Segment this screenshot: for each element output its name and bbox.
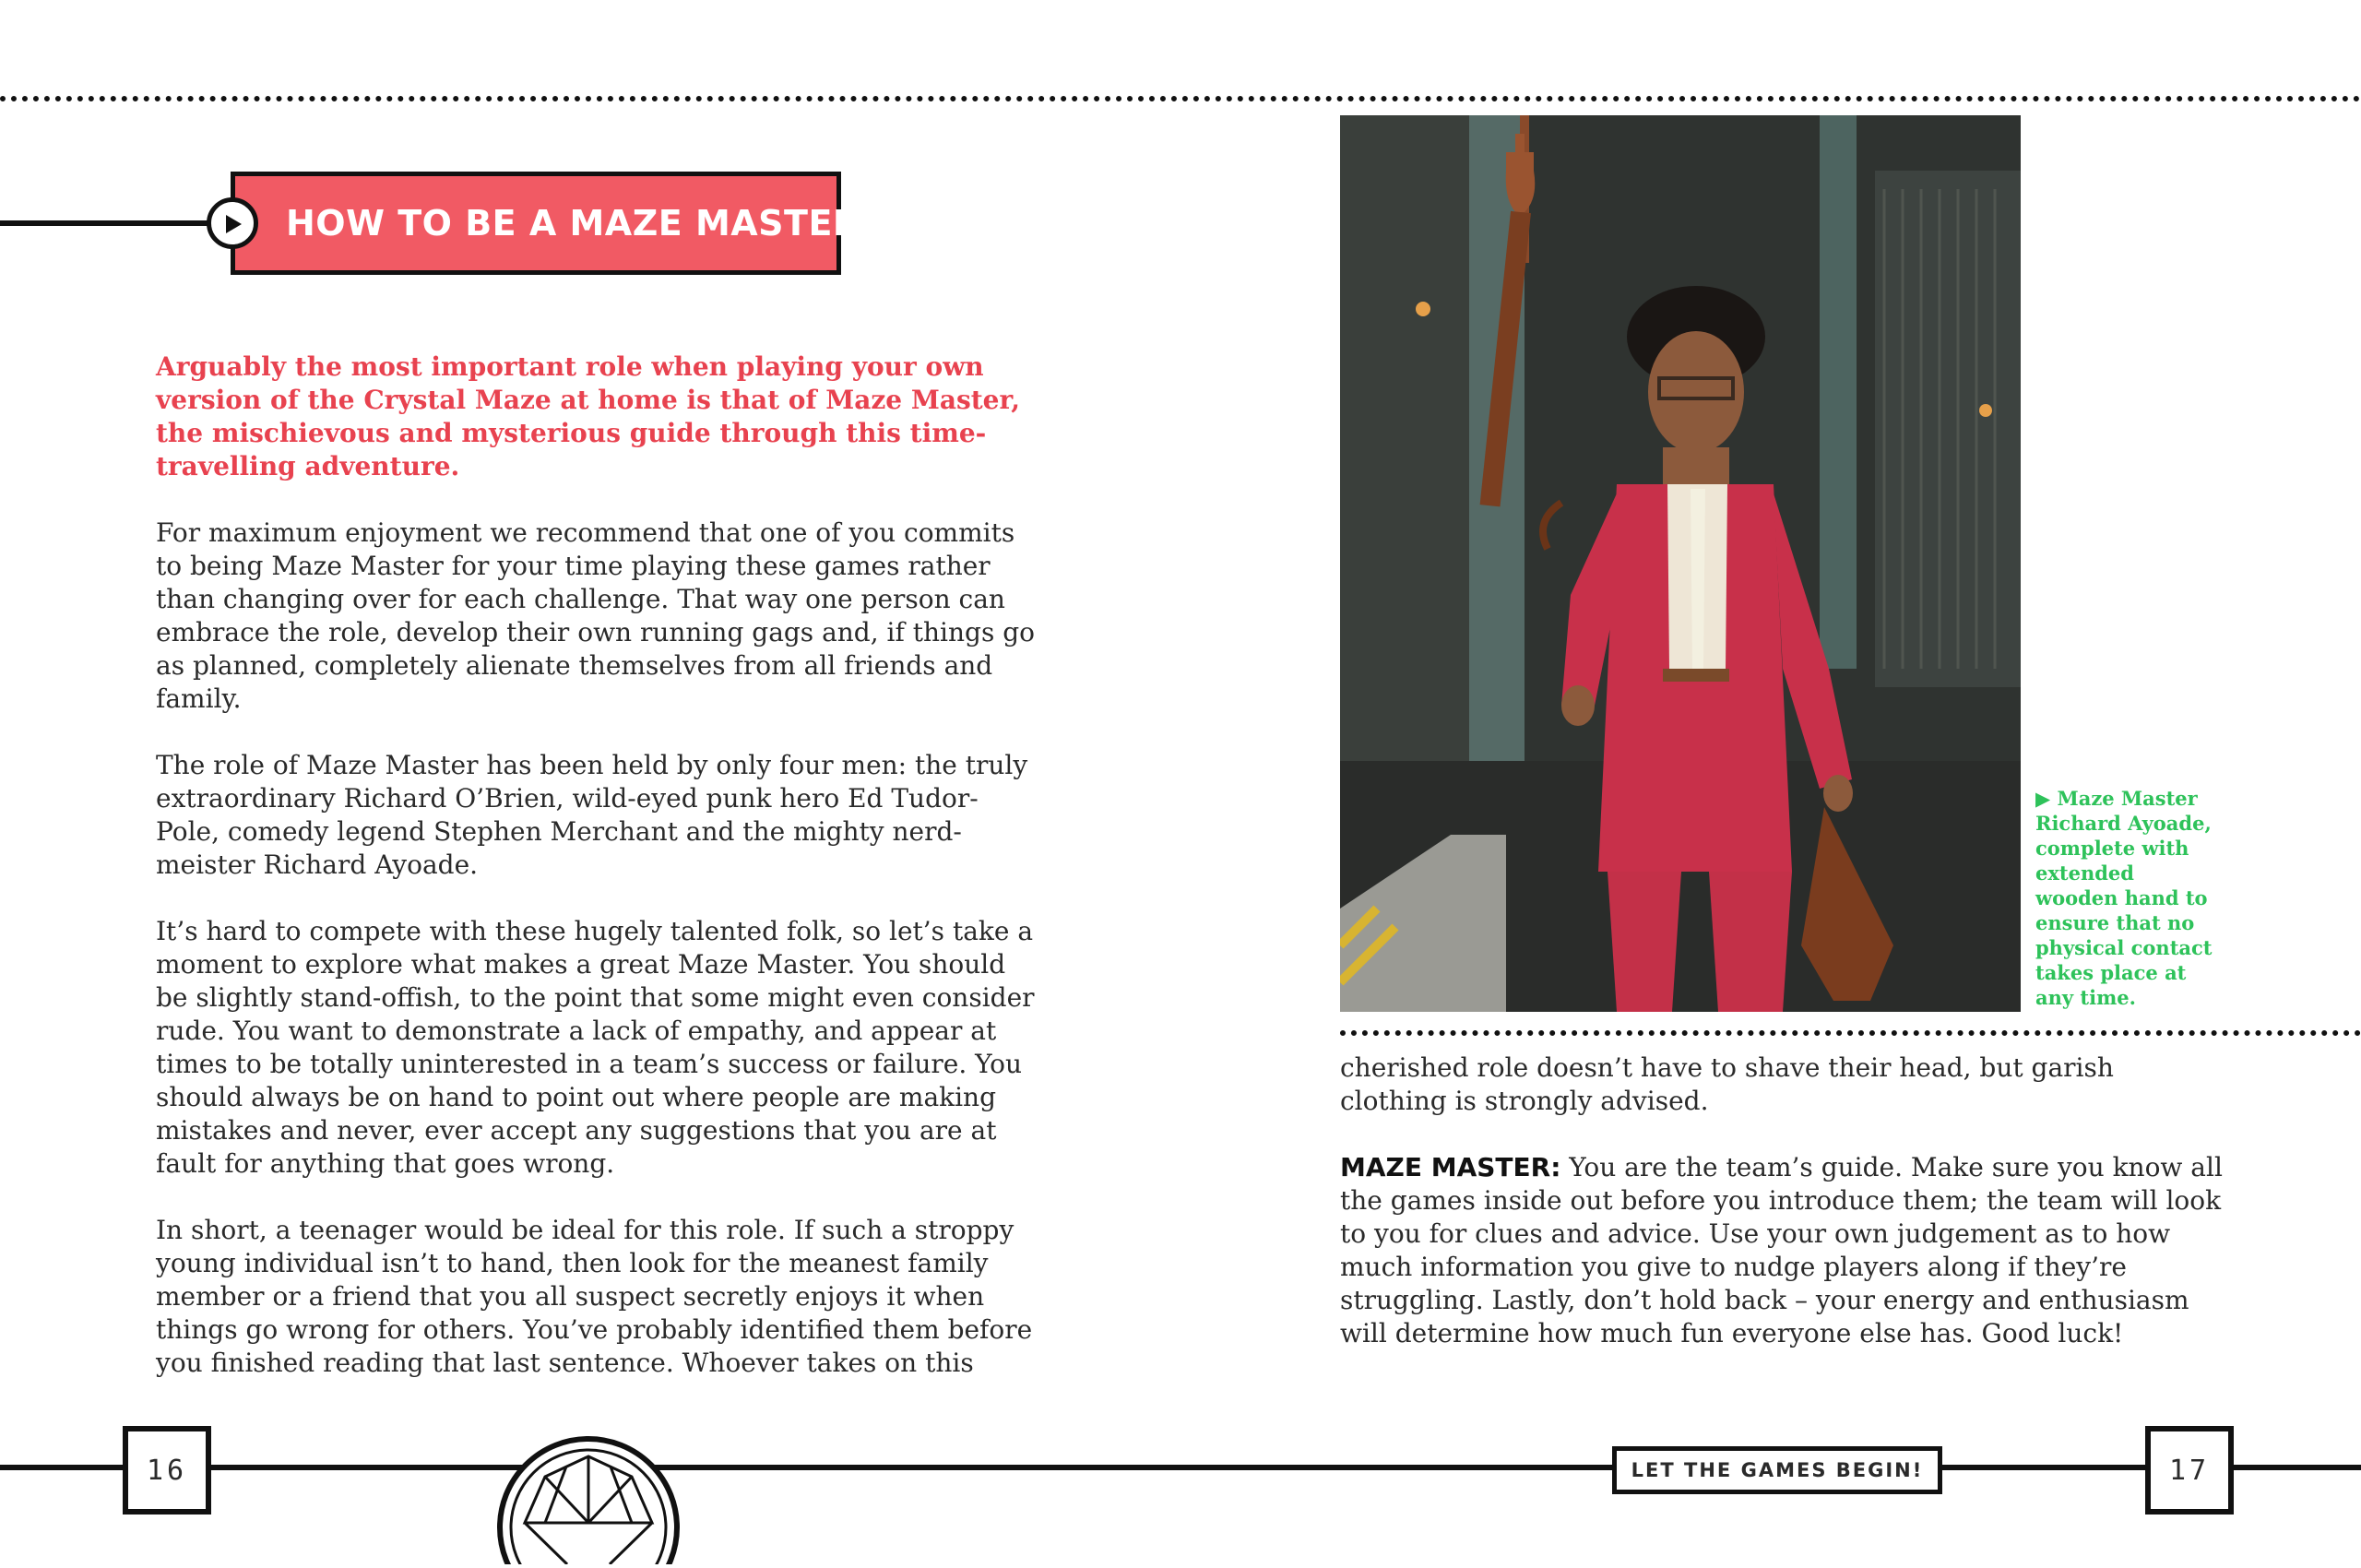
body-paragraph: For maximum enjoyment we recommend that one of you commits to being Maze Master for your time playing these games rather than changing over for each challenge. That way one person can embrace the role, develop their own running gags and, if things go as planned, completely alienate themselves from all friends and family.	[156, 517, 1035, 714]
intro-paragraph: Arguably the most important role when playing your own version of the Crystal Maze at home is that of Maze Master, the mischievous and mysterious guide through this time-travelling adventure.	[156, 351, 1020, 481]
heading-connector-line	[0, 220, 214, 226]
page-title: HOW TO BE A MAZE MASTER	[286, 203, 860, 244]
body-paragraph: It’s hard to compete with these hugely talented folk, so let’s take a moment to explore what makes a great Maze Master. You should be slightly stand-offish, to the point that some might even consider rude. You want to demonstrate a lack of empathy, and appear at times to be totally uninterested in a team’s success or failure. You should always be on hand to point out where people are making mistakes and never, ever accept any suggestions that you are at fault for anything that goes wrong.	[156, 916, 1035, 1179]
body-paragraph: cherished role doesn’t have to shave their head, but garish clothing is strongly advised.	[1340, 1052, 2114, 1116]
play-icon	[207, 197, 258, 249]
maze-master-tip	[1340, 1151, 2225, 1350]
footer-line	[0, 1465, 2361, 1470]
tip-text: You are the team’s guide. Make sure you know all the games inside out before you introduce them; the team will look to you for clues and advice. Use your own judgement as to how much information you give to nudge players along if they’re struggling. Lastly, don’t hold back – your energy and enthusiasm will determine how much fun everyone else has. Good luck!	[1340, 1152, 2223, 1348]
footer-label: LET THE GAMES BEGIN!	[1612, 1446, 1942, 1494]
tip-label: MAZE MASTER:	[1340, 1152, 1561, 1182]
top-dotted-divider	[0, 96, 2361, 101]
left-column	[156, 350, 1041, 1413]
mid-dotted-divider	[1340, 1030, 2361, 1036]
page-number-right: 17	[2145, 1426, 2234, 1515]
body-paragraph: In short, a teenager would be ideal for this role. If such a stroppy young individual isn’t to hand, then look for the meanest family member or a friend that you all suspect secretly enjoys it when things go wrong for others. You’ve probably identified them before you finished reading that last sentence. Whoever takes on this	[156, 1215, 1033, 1378]
maze-master-photo	[1340, 115, 2021, 1012]
photo-caption: ▶ Maze Master Richard Ayoade, complete with extended wooden hand to ensure that no physical contact takes place at any time.	[2035, 787, 2213, 1009]
crystal-icon	[493, 1432, 683, 1568]
body-paragraph: The role of Maze Master has been held by only four men: the truly extraordinary Richard O’Brien, wild-eyed punk hero Ed Tudor-Pole, comedy legend Stephen Merchant and the mighty nerd-meister Richard Ayoade.	[156, 750, 1028, 880]
page-number-left: 16	[123, 1426, 211, 1515]
right-column	[1340, 1051, 2225, 1384]
